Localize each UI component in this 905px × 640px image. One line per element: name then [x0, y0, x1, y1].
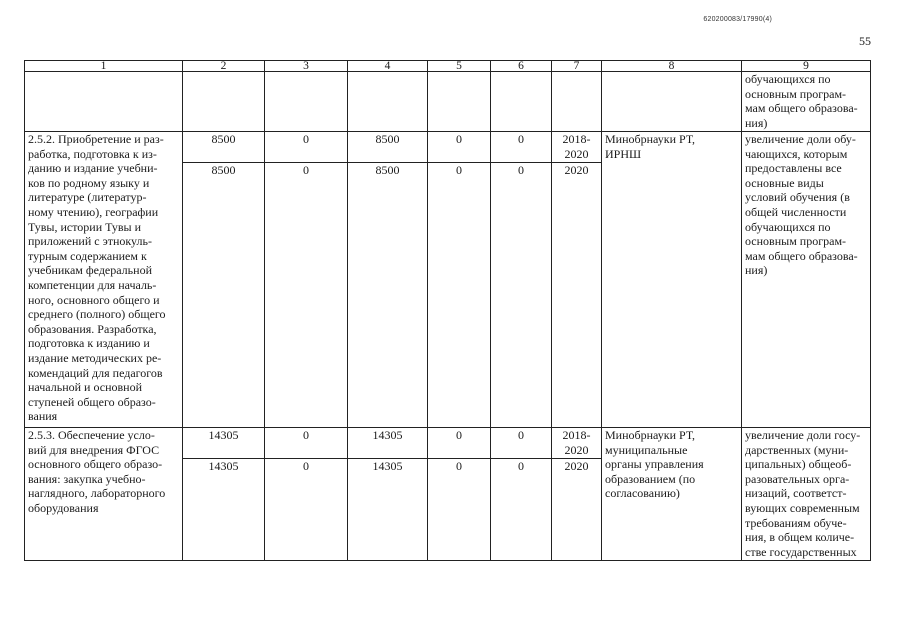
cell-empty — [602, 72, 742, 132]
measure-name-cell: 2.5.2. Приобретение и раз- работка, подготовка к из- данию и издание учебни- ков по родному языку и литературе (литератур- ному чтению), географии Тувы, истории Тувы и приложений с этнокуль- турным содержанием к учебникам федеральной компетенции для началь- ного, основного общего и среднего (полного) общего образования. Разработка, подготовка к изданию и издание методических ре- комендаций для педагогов начальной и основной ступеней общего образо- вания — [25, 132, 183, 428]
republic-funding-cell: 8500 — [348, 163, 428, 428]
cell-empty — [428, 72, 491, 132]
local-funding-cell: 0 — [428, 428, 491, 459]
period-cell: 2020 — [552, 163, 602, 428]
document-id: 620200083/17990(4) — [703, 16, 772, 23]
total-funding-cell: 8500 — [183, 163, 265, 428]
col-header: 8 — [602, 61, 742, 72]
column-number-row — [25, 61, 871, 72]
cell-empty — [183, 72, 265, 132]
local-funding-cell: 0 — [428, 132, 491, 163]
period-cell: 2018- 2020 — [552, 428, 602, 459]
cell-empty — [491, 72, 552, 132]
col-header: 3 — [265, 61, 348, 72]
federal-funding-cell: 0 — [265, 163, 348, 428]
cell-empty — [552, 72, 602, 132]
total-funding-cell: 8500 — [183, 132, 265, 163]
republic-funding-cell: 8500 — [348, 132, 428, 163]
result-cell: увеличение доли обу- чающихся, которым предоставлены все основные виды условий обучения (в общей численности обучающихся по основным програм- мам общего образова- ния) — [742, 132, 871, 428]
republic-funding-cell: 14305 — [348, 459, 428, 561]
other-funding-cell: 0 — [491, 428, 552, 459]
col-header: 9 — [742, 61, 871, 72]
republic-funding-cell: 14305 — [348, 428, 428, 459]
cell-empty — [25, 72, 183, 132]
total-funding-cell: 14305 — [183, 428, 265, 459]
carryover-row — [25, 72, 871, 132]
federal-funding-cell: 0 — [265, 428, 348, 459]
program-table — [24, 60, 871, 561]
col-header: 4 — [348, 61, 428, 72]
col-header: 7 — [552, 61, 602, 72]
col-header: 2 — [183, 61, 265, 72]
cell-empty — [348, 72, 428, 132]
other-funding-cell: 0 — [491, 132, 552, 163]
result-cell: увеличение доли госу- дарственных (муни- ципальных) общеоб- разовательных орга- низаций, соответст- вующих современным требованиям обуче- ния, в общем количе- стве государственных — [742, 428, 871, 561]
period-cell: 2020 — [552, 459, 602, 561]
federal-funding-cell: 0 — [265, 132, 348, 163]
col-header: 6 — [491, 61, 552, 72]
cell-empty — [265, 72, 348, 132]
executor-cell: Минобрнауки РТ, ИРНШ — [602, 132, 742, 428]
local-funding-cell: 0 — [428, 459, 491, 561]
table-row — [25, 428, 871, 459]
federal-funding-cell: 0 — [265, 459, 348, 561]
result-cell: обучающихся по основным програм- мам общего образова- ния) — [742, 72, 871, 132]
period-cell: 2018- 2020 — [552, 132, 602, 163]
table-row — [25, 132, 871, 163]
col-header: 5 — [428, 61, 491, 72]
page-number: 55 — [859, 34, 871, 48]
other-funding-cell: 0 — [491, 163, 552, 428]
executor-cell: Минобрнауки РТ, муниципальные органы управления образованием (по согласованию) — [602, 428, 742, 561]
total-funding-cell: 14305 — [183, 459, 265, 561]
col-header: 1 — [25, 61, 183, 72]
other-funding-cell: 0 — [491, 459, 552, 561]
local-funding-cell: 0 — [428, 163, 491, 428]
measure-name-cell: 2.5.3. Обеспечение усло- вий для внедрения ФГОС основного общего образо- вания: закупка учебно- наглядного, лабораторного оборудования — [25, 428, 183, 561]
